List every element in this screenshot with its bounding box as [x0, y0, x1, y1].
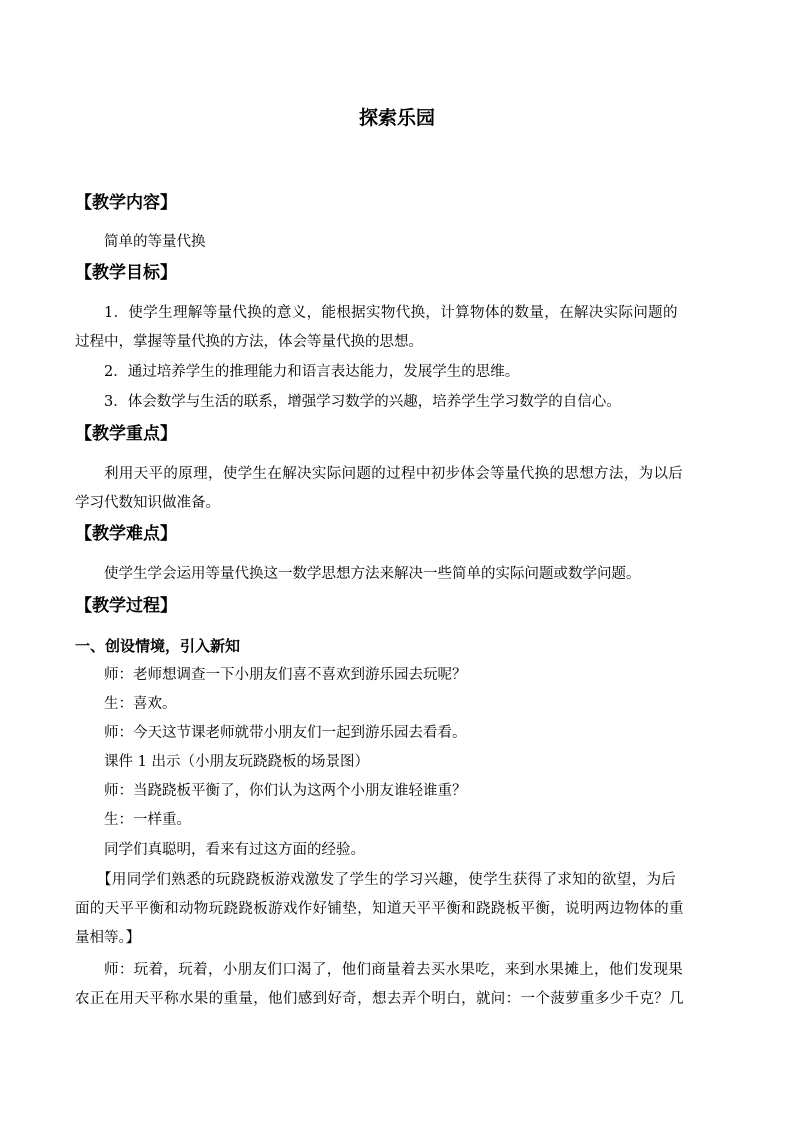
section-heading-key-points: 【教学重点】 — [75, 424, 177, 444]
dialogue-line: 生：喜欢。 — [104, 696, 177, 712]
part-1-heading: 一、创设情境，引入新知 — [75, 637, 241, 655]
teacher-line-2: 农正在用天平称水果的重量，他们感到好奇，想去弄个明白，就问：一个菠萝重多少千克？几 — [75, 991, 684, 1007]
goal-3: 3．体会数学与生活的联系，增强学习数学的兴趣，培养学生学习数学的自信心。 — [104, 394, 621, 410]
document-title: 探索乐园 — [358, 107, 435, 129]
dialogue-line: 师：今天这节课老师就带小朋友们一起到游乐园去看看。 — [104, 725, 467, 741]
design-note-line-3: 量相等。】 — [75, 930, 141, 946]
design-note-line-2: 面的天平平衡和动物玩跷跷板游戏作好铺垫，知道天平平衡和跷跷板平衡，说明两边物体的重 — [75, 901, 684, 917]
dialogue-line: 生：一样重。 — [104, 812, 191, 828]
section-heading-content: 【教学内容】 — [75, 193, 177, 213]
section-heading-goals: 【教学目标】 — [75, 263, 177, 283]
dialogue-line: 同学们真聪明，看来有过这方面的经验。 — [104, 842, 365, 858]
dialogue-line: 课件 1 出示（小朋友玩跷跷板的场景图） — [104, 754, 369, 770]
dialogue-line: 师：老师想调查一下小朋友们喜不喜欢到游乐园去玩呢？ — [104, 667, 467, 683]
design-note-line-1: 【用同学们熟悉的玩跷跷板游戏激发了学生的学习兴趣，使学生获得了求知的欲望，为后 — [97, 872, 677, 888]
section-heading-process: 【教学过程】 — [75, 596, 177, 616]
goal-1-line-2: 过程中，掌握等量代换的方法，体会等量代换的思想。 — [75, 334, 423, 350]
goal-2: 2．通过培养学生的推理能力和语言表达能力，发展学生的思维。 — [104, 364, 520, 380]
teacher-line-1: 师：玩着，玩着，小朋友们口渴了，他们商量着去买水果吃，来到水果摊上，他们发现果 — [104, 962, 684, 978]
section-heading-difficulties: 【教学难点】 — [75, 524, 177, 544]
goal-1-line-1: 1．使学生理解等量代换的意义，能根据实物代换，计算物体的数量，在解决实际问题的 — [104, 305, 678, 321]
dialogue-line: 师：当跷跷板平衡了，你们认为这两个小朋友谁轻谁重？ — [104, 783, 467, 799]
key-points-line-2: 学习代数知识做准备。 — [75, 495, 220, 511]
content-text: 简单的等量代换 — [104, 234, 206, 250]
key-points-line-1: 利用天平的原理，使学生在解决实际问题的过程中初步体会等量代换的思想方法，为以后 — [104, 466, 684, 482]
difficulties-text: 使学生学会运用等量代换这一数学思想方法来解决一些简单的实际问题或数学问题。 — [104, 566, 641, 582]
